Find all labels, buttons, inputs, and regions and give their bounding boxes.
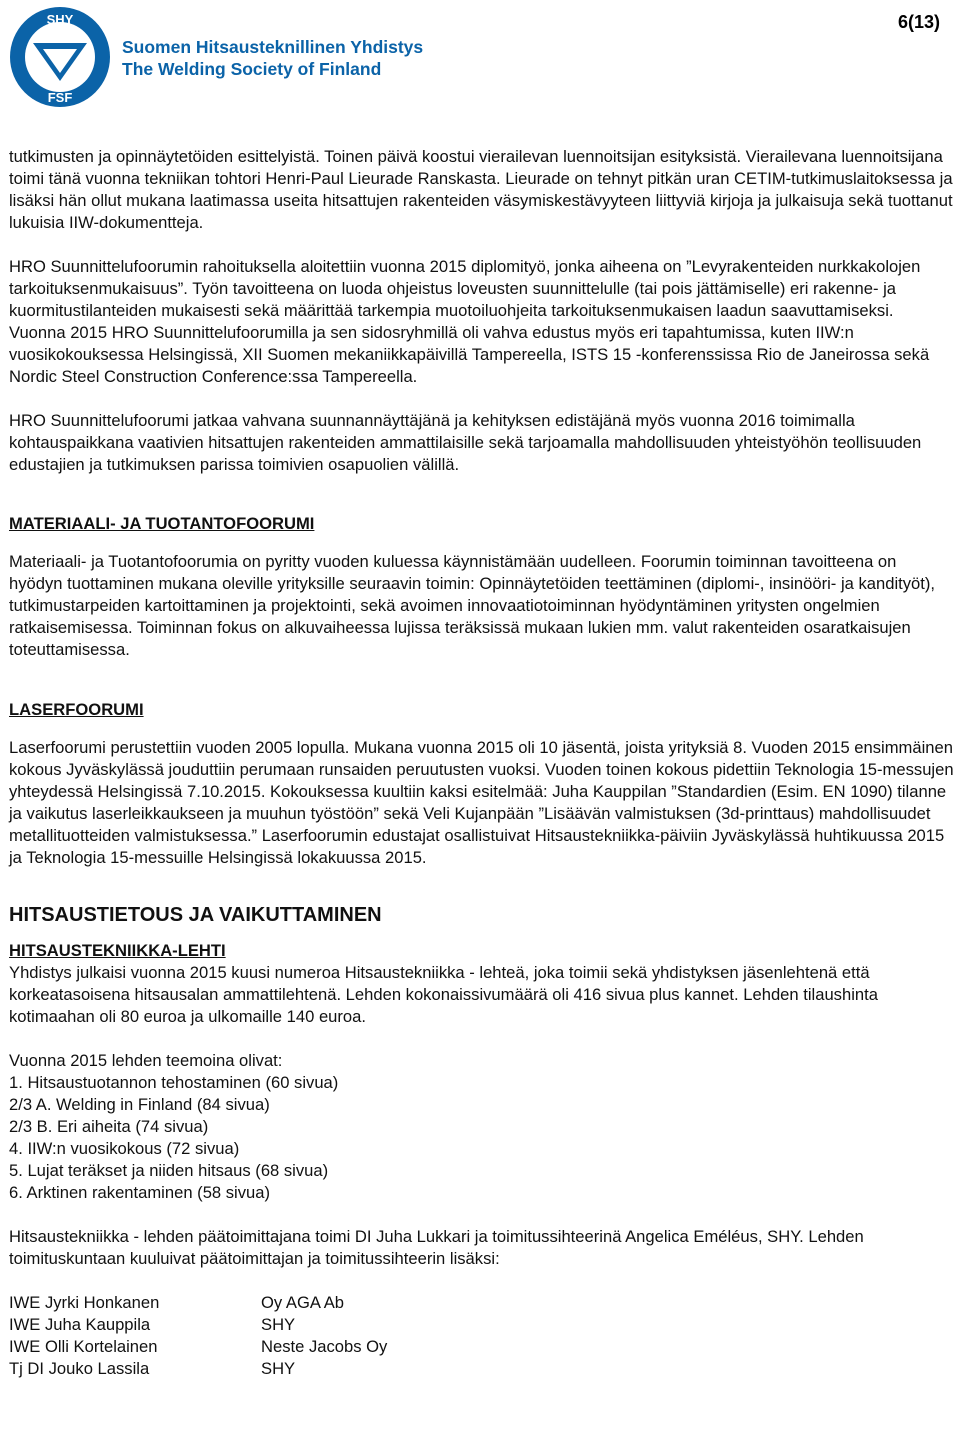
paragraph: Hitsaustekniikka - lehden päätoimittajana toimi DI Juha Lukkari ja toimitussihteerinä Angelica Eméléus, SHY. Lehden toimituskuntaan kuuluivat päätoimittajan ja toimitussihteerin lisäksi: bbox=[9, 1227, 864, 1268]
shy-logo bbox=[5, 5, 115, 110]
member-name: IWE Jyrki Honkanen bbox=[9, 1293, 160, 1312]
paragraph: HRO Suunnittelufoorumin rahoituksella aloitettiin vuonna 2015 diplomityö, jonka aiheena on ”Levyrakenteiden nurkkakolojen tarkoituksenmukaisuus”. Työn tavoitteena on luoda ohjeistus loveusten suunnittelulle (tai pois jättämiselle) eri rakenne- ja kuormitustilanteiden mukaisesti sekä määrittää tarkempia muotoiluohjeita tarkoituksenmukaisen laadun saavuttamiseksi. Vuonna 2015 HRO Suunnittelufoorumilla ja sen sidosryhmillä oli vahva edustus myös eri tapahtumissa, kuten IIW:n vuosikokouksessa Helsingissä, XII Suomen mekaniikkapäivillä Tampereella, ISTS 15 -konferenssissa Rio de Janeirossa sekä Nordic Steel Construction Conference:ssa Tampereella. bbox=[9, 257, 930, 386]
paragraph: Yhdistys julkaisi vuonna 2015 kuusi numeroa Hitsaustekniikka - lehteä, joka toimii sekä yhdistyksen jäsenlehtenä että korkeatasoisena hitsausalan ammattilehtenä. Lehden kokonaissivumäärä oli 416 sivua plus kannet. Lehden tilaushinta kotimaahan oli 80 euroa ja ulkomaille 140 euroa. bbox=[9, 963, 878, 1026]
logo-text-top: SHY bbox=[46, 12, 74, 27]
paragraph: Laserfoorumi perustettiin vuoden 2005 lopulla. Mukana vuonna 2015 oli 10 jäsentä, joista yrityksiä 8. Vuoden 2015 ensimmäinen kokous Jyväskylässä jouduttiin perumaan runsaiden peruutusten vuoksi. Vuoden toinen kokous pidettiin Teknologia 15-messujen yhteydessä Helsingissä 7.10.2015. Kokouksessa kuultiin kaksi esitelmää: Juha Kauppilan ”Standardien (Esim. EN 1090) tilanne ja vaikutus laserleikkaukseen ja muuhun työstöön” sekä Veli Kujanpään ”Lisäävän valmistuksen (3d-printtaus) mahdollisuudet metallituotteiden valmistuksessa.” Laserfoorumin edustajat osallistuivat Hitsaustekniikka-päiviin Jyväskylässä huhtikuussa 2015 ja Teknologia 15-messuille Helsingissä lokakuussa 2015. bbox=[9, 738, 954, 867]
paragraph: tutkimusten ja opinnäytetöiden esittelyistä. Toinen päivä koostui vierailevan luennoitsijan esityksistä. Vierailevana luennoitsijana toimi tänä vuonna tekniikan tohtori Henri-Paul Lieurade Ranskasta. Lieurade on tehnyt pitkän uran CETIM-tutkimuslaitoksessa ja lisäksi hän ollut mukana laatimassa useita hitsattujen rakenteiden väsymiskestävyyteen liittyviä kirjoja ja julkaisuja sekä tuottanut lukuisia IIW-dokumentteja. bbox=[9, 147, 953, 232]
paragraph: HRO Suunnittelufoorumi jatkaa vahvana suunnannäyttäjänä ja kehityksen edistäjänä myös vuonna 2016 toimimalla kohtauspaikkana vaativien hitsattujen rakenteiden ammattilaisille sekä tarjoamalla mahdollisuuden yhteistyöhön teollisuuden edustajien ja tutkimuksen parissa toimivien osapuolien välillä. bbox=[9, 411, 922, 474]
logo-text-bottom: FSF bbox=[47, 90, 73, 105]
list-item: 1. Hitsaustuotannon tehostaminen (60 sivua) bbox=[9, 1073, 339, 1092]
member-org: Neste Jacobs Oy bbox=[261, 1337, 388, 1356]
member-name: IWE Juha Kauppila bbox=[9, 1315, 151, 1334]
member-org: Oy AGA Ab bbox=[261, 1293, 345, 1312]
list-item: 6. Arktinen rakentaminen (58 sivua) bbox=[9, 1183, 271, 1202]
document-body bbox=[9, 146, 954, 1380]
org-name-en: The Welding Society of Finland bbox=[122, 59, 382, 79]
list-item: 4. IIW:n vuosikokous (72 sivua) bbox=[9, 1139, 240, 1158]
member-name: IWE Olli Kortelainen bbox=[9, 1337, 158, 1356]
section-heading: MATERIAALI- JA TUOTANTOFOORUMI bbox=[9, 514, 315, 533]
section-heading: LASERFOORUMI bbox=[9, 700, 144, 719]
member-org: SHY bbox=[261, 1359, 296, 1378]
organization-name bbox=[122, 36, 423, 80]
member-name: Tj DI Jouko Lassila bbox=[9, 1359, 150, 1378]
member-org: SHY bbox=[261, 1315, 296, 1334]
themes-intro: Vuonna 2015 lehden teemoina olivat: bbox=[9, 1051, 283, 1070]
list-item: 2/3 A. Welding in Finland (84 sivua) bbox=[9, 1095, 270, 1114]
list-item: 5. Lujat teräkset ja niiden hitsaus (68 sivua) bbox=[9, 1161, 329, 1180]
page-number: 6(13) bbox=[897, 12, 940, 32]
main-heading: HITSAUSTIETOUS JA VAIKUTTAMINEN bbox=[9, 904, 382, 926]
org-name-fi: Suomen Hitsausteknillinen Yhdistys bbox=[122, 37, 424, 57]
editorial-board-list bbox=[9, 1292, 954, 1380]
themes-list bbox=[9, 1072, 954, 1204]
list-item: 2/3 B. Eri aiheita (74 sivua) bbox=[9, 1117, 209, 1136]
subsection-heading: HITSAUSTEKNIIKKA-LEHTI bbox=[9, 941, 226, 960]
paragraph: Materiaali- ja Tuotantofoorumia on pyritty vuoden kuluessa käynnistämään uudelleen. Foorumin toiminnan tavoitteena on hyödyn tuottaminen mukana oleville yrityksille seuraavin toimin: Opinnäytetöiden teettäminen (diplomi-, insinööri- ja kandityöt), tutkimustarpeiden kartoittaminen ja projektointi, sekä avoimen innovaatiotoiminnan hyödyntäminen yritysten ongelmien ratkaisemisessa. Toiminnan fokus on alkuvaiheessa lujissa teräksissä mukaan lukien mm. valut rakenteiden osaratkaisujen toteuttamisessa. bbox=[9, 552, 936, 659]
